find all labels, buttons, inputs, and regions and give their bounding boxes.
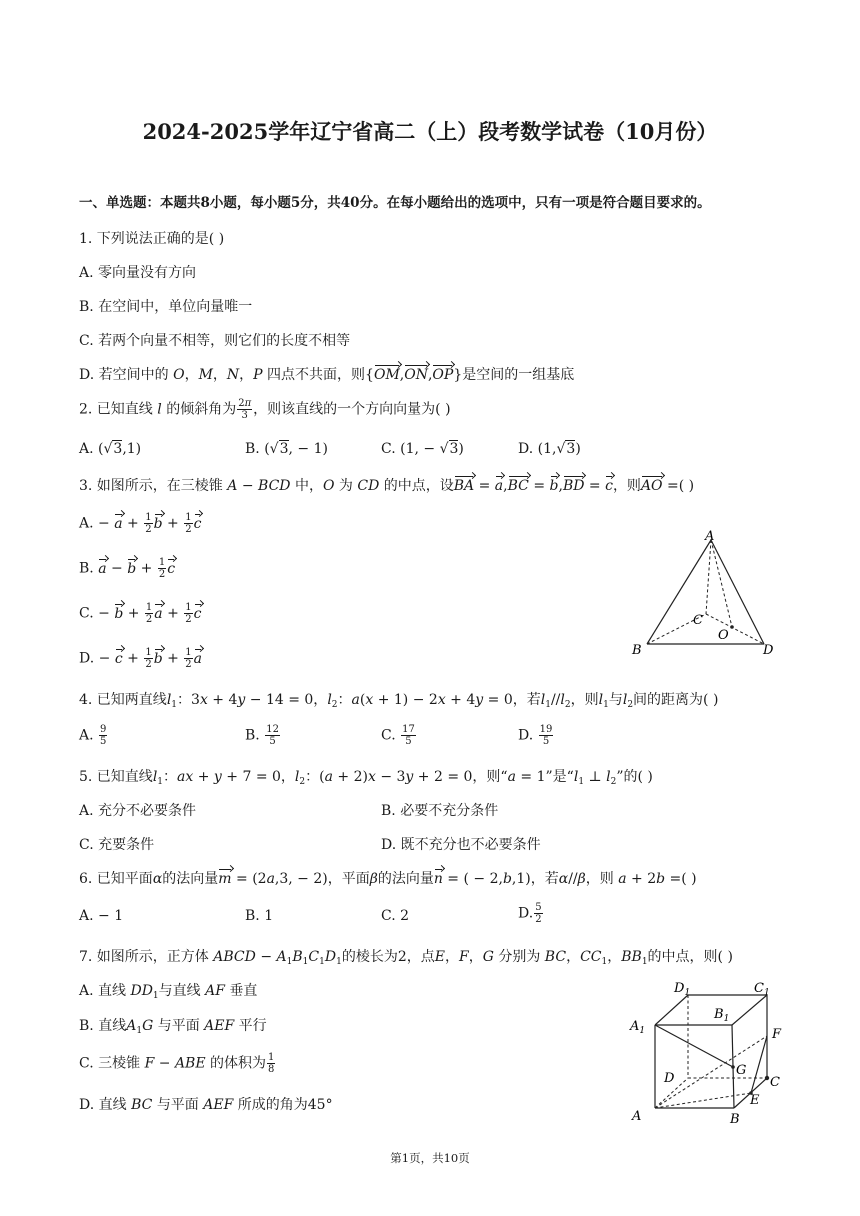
question-6-stem: 6. 已知平面α的法向量m = (2a,3, − 2)，平面β的法向量n = ( − 2,b,1)，若α//β，则 a + 2b =( ) [79,871,697,887]
question-3-option-c: C. − b + $\frac{1}{2}$ a + $\frac{1}{2}$ c [79,602,202,625]
question-7-option-d: D. 直线 BC 与平面 AEF 所成的角为45° [79,1097,333,1113]
question-3-option-b: B. a − b + $\frac{1}{2}$ c [79,557,176,580]
section-heading: 一、单选题：本题共8小题，每小题5分，共40分。在每小题给出的选项中，只有一项是符合题目要求的。 [79,195,711,211]
figure-label-b: B [632,643,642,658]
question-5-option-a: A. 充分不必要条件 [79,803,197,819]
page-title: 2024-2025学年辽宁省高二（上）段考数学试卷（10月份） [142,119,718,144]
figure-label-d: D [664,1071,675,1086]
question-5-option-c: C. 充要条件 [79,837,155,853]
figure-label-c: C [770,1075,780,1090]
question-2-option-a: A. (√3,1) [79,441,142,457]
question-6-option-a: A. − 1 [79,908,124,924]
figure-label-d1: $D_1$ [674,981,691,998]
figure-label-e: E [750,1093,760,1108]
question-3-stem: 3. 如图所示，在三棱锥 A − BCD 中，O 为 CD 的中点，设BA = a,BC = b,BD = c，则AO =( ) [79,478,695,494]
figure-label-c1: $C_1$ [754,981,770,998]
question-6-option-b: B. 1 [245,908,274,924]
question-4-option-c: C. $\frac{17}{5}$ [381,724,415,747]
figure-label-c: C [693,613,703,628]
question-1-option-b: B. 在空间中，单位向量唯一 [79,299,253,315]
page-footer: 第1页，共10页 [390,1151,470,1165]
question-4-option-b: B. $\frac{12}{5}$ [245,724,279,747]
tetrahedron-figure [626,528,786,660]
question-5-option-b: B. 必要不充分条件 [381,803,499,819]
question-3-option-a: A. − a + $\frac{1}{2}$ b + $\frac{1}{2}$ c [79,512,202,535]
question-7-option-a: A. 直线 $DD_1$与直线 AF 垂直 [79,983,258,1001]
figure-label-a: A [632,1109,642,1124]
figure-label-a1: $A_1$ [630,1019,646,1036]
question-1-option-c: C. 若两个向量不相等，则它们的长度不相等 [79,333,351,349]
figure-label-d: D [763,643,774,658]
question-1-option-d: D. 若空间中的 O，M，N，P 四点不共面，则{OM,ON,OP}是空间的一组基底 [79,367,575,383]
question-2-option-b: B. (√3, − 1) [245,441,328,457]
figure-label-b1: $B_1$ [714,1007,730,1024]
question-4-option-a: A. $\frac{9}{5}$ [79,724,107,747]
figure-label-o: O [718,628,729,643]
figure-label-g: G [736,1063,747,1078]
question-2-option-d: D. (1,√3) [518,441,581,457]
cube-figure [622,970,792,1130]
question-7-option-c: C. 三棱锥 F − ABE 的体积为 $\frac{1}{8}$ [79,1052,275,1075]
figure-label-a: A [705,529,715,544]
question-5-option-d: D. 既不充分也不必要条件 [381,837,541,853]
question-7-stem: 7. 如图所示，正方体 ABCD − $A_1B_1C_1D_1$的棱长为2，点E，F，G 分别为 BC，$CC_1$，$BB_1$的中点，则( ) [79,949,733,967]
question-2-option-c: C. (1, − √3) [381,441,464,457]
question-6-option-d: D. $\frac{5}{2}$ [518,902,542,925]
question-5-stem: 5. 已知直线$l_1$：ax + y + 7 = 0，$l_2$：(a + 2)x − 3y + 2 = 0，则“a = 1”是“$l_1$ ⊥ $l_2$”的( ) [79,769,653,787]
figure-label-f: F [772,1027,782,1042]
question-4-option-d: D. $\frac{19}{5}$ [518,724,553,747]
figure-label-b: B [730,1112,740,1127]
question-3-option-d: D. − c + $\frac{1}{2}$ b + $\frac{1}{2}$ a [79,647,203,670]
question-1-stem: 1. 下列说法正确的是( ) [79,231,225,247]
question-7-option-b: B. 直线$A_1G$ 与平面 AEF 平行 [79,1018,267,1036]
question-1-option-a: A. 零向量没有方向 [79,265,197,281]
question-6-option-c: C. 2 [381,908,410,924]
question-4-stem: 4. 已知两直线$l_1$：3x + 4y − 14 = 0，$l_2$：a(x + 1) − 2x + 4y = 0，若$l_1//l_2$，则$l_1$与$l_2$间的距离为( ) [79,692,719,710]
question-2-stem: 2. 已知直线 l 的倾斜角为 $\frac{2\pi}{3}$ ，则该直线的一个方向向量为( ) [79,398,451,421]
